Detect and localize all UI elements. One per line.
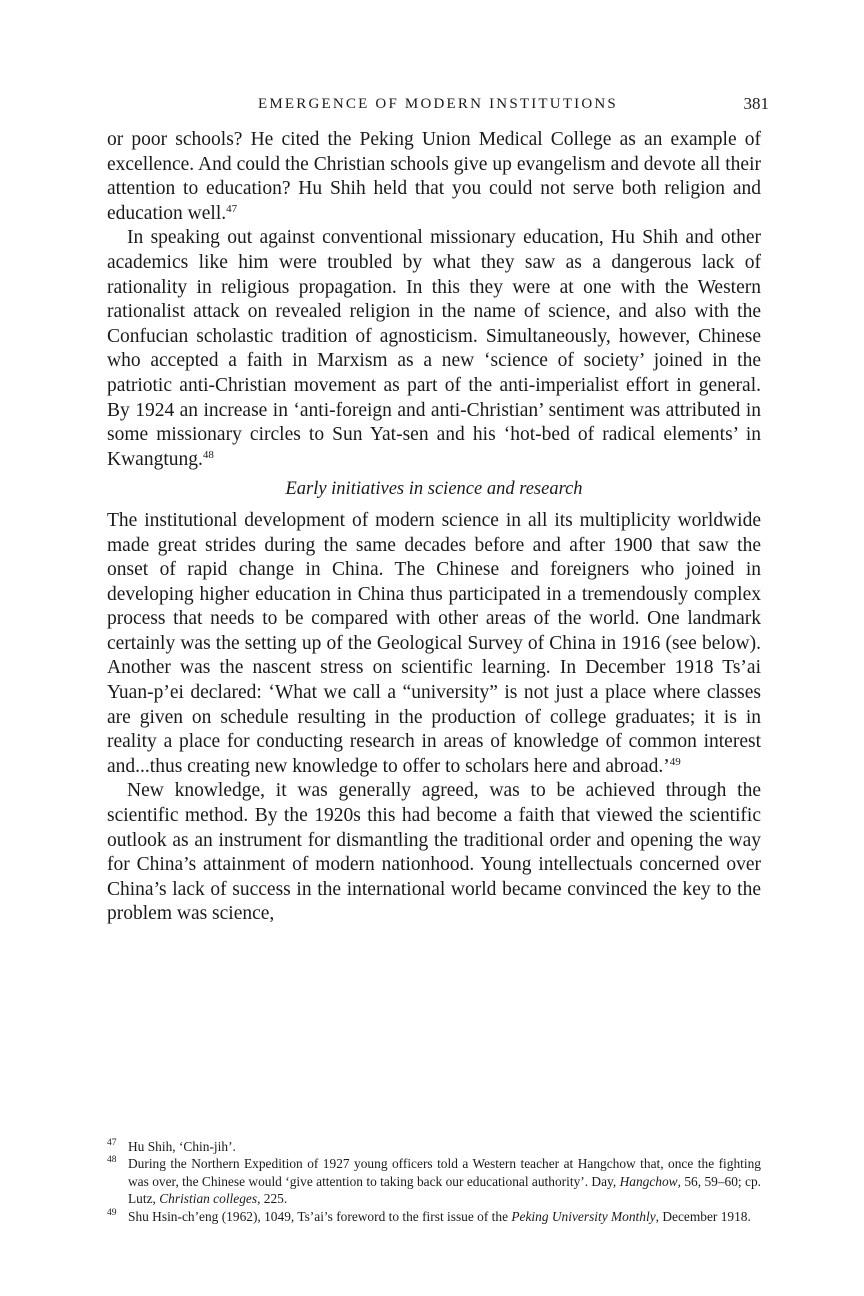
running-head [107,92,769,116]
page-number: 381 [743,94,769,113]
footnote-ref: 48 [202,448,214,461]
footnote-text [128,1208,761,1225]
footnote-italic-title: Christian colleges [159,1191,258,1207]
paragraph-text: New knowledge, it was generally agreed, was to be achieved through the scientific method. By the 1920s this had become a faith that viewed the scientific outlook as an instrument for dismantling the traditional order and opening the way for China’s attainment of modern nationhood. Young intellectuals concerned over China’s lack of success in the international world became convinced the key to the problem was science, [107,780,761,925]
footnote-text [128,1155,761,1207]
footnote [107,1208,761,1225]
footnote-text-part: , 56, 59–60; cp. Lutz, [128,1173,761,1207]
paragraph-text: or poor schools? He cited the Peking Union Medical College as an example of excellence. And could the Christian schools give up evangelism and devote all their attention to education? Hu Shih held that you could not serve both religion and education well. [107,129,761,224]
footnote-ref: 49 [669,755,681,768]
paragraph [107,509,761,780]
footnote-number: 47 [107,1138,117,1148]
section-heading: Early initiatives in science and research [285,479,583,500]
body-text [107,128,761,927]
paragraph-text: The institutional development of modern science in all its multiplicity worldwide made great strides during the same decades before and after 1900 that saw the onset of rapid change in China. The Chinese and foreigners who joined in developing higher education in China thus participated in a tremendously complex process that needs to be compared with other areas of the world. One landmark certainly was the setting up of the Geological Survey of China in 1916 (see below). Another was the nascent stress on scientific learning. In December 1918 Ts’ai Yuan-p’ei declared: ‘What we call a “university” is not just a place where classes are given on schedule resulting in the production of college graduates; it is in reality a place for conducting research in areas of knowledge of common interest and...thus creating new knowledge to offer to scholars here and abroad.’ [107,509,761,777]
paragraph-text: In speaking out against conventional missionary education, Hu Shih and other academics like him were troubled by what they saw as a dangerous lack of rationality in religious propagation. In this they were at one with the Western rationalist attack on revealed religion in the name of science, and also with the Confucian scholastic tradition of agnosticism. Simultaneously, however, Chinese who accepted a faith in Marxism as a new ‘science of society’ joined in the patriotic anti-Christian movement as part of the anti-imperialist effort in general. By 1924 an increase in ‘anti-foreign and anti-Christian’ sentiment was attributed in some missionary circles to Sun Yat-sen and his ‘hot-bed of radical elements’ in Kwangtung. [107,227,761,470]
footnote [107,1138,761,1155]
footnote-italic-title: Peking University Monthly [511,1208,656,1224]
footnote-text: Hu Shih, ‘Chin-jih’. [128,1139,236,1154]
footnote [107,1155,761,1207]
footnote-text-part: , December 1918. [655,1208,751,1224]
paragraph [107,128,761,226]
footnote-text-part: During the Northern Expedition of 1927 young officers told a Western teacher at Hangchow that, once the fighting was over, the Chinese would ‘give attention to taking back our educational authority’. Day, [128,1156,761,1189]
footnote-text-part: Shu Hsin-ch’eng (1962), 1049, Ts’ai’s foreword to the first issue of the [128,1208,512,1224]
footnotes [107,1138,761,1225]
footnote-text-part: , 225. [257,1191,288,1207]
paragraph [107,779,761,927]
footnote-number: 49 [107,1207,117,1218]
footnote-number: 48 [107,1155,117,1166]
footnote-italic-title: Hangchow [619,1173,678,1189]
footnote-ref: 47 [226,202,238,215]
running-title: EMERGENCE OF MODERN INSTITUTIONS [258,96,618,112]
paragraph [107,226,761,472]
